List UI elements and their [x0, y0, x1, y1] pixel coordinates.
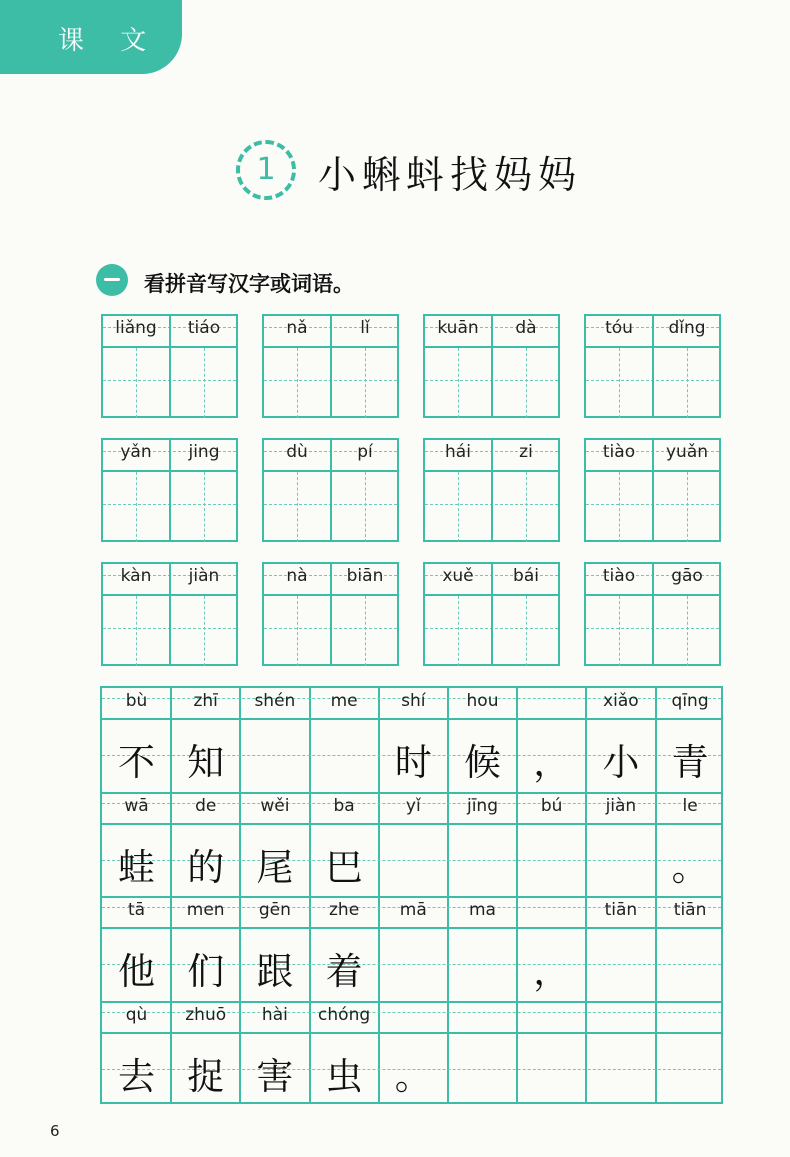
grid-hanzi: 不: [118, 741, 155, 784]
pinyin-left: hái: [445, 442, 471, 462]
pinyin-right: tiáo: [187, 318, 221, 338]
grid-hanzi: 的: [187, 845, 225, 889]
grid-pinyin: hài: [261, 1004, 288, 1025]
pinyin-left: tóu: [605, 318, 633, 338]
pinyin-right: biān: [346, 566, 384, 586]
grid-pinyin: hou: [466, 691, 499, 711]
lesson-number-badge: [236, 140, 296, 200]
grid-pinyin: zhuō: [185, 1004, 227, 1025]
grid-hanzi: 青: [671, 741, 709, 784]
grid-row-line: [102, 792, 721, 794]
pinyin-left: nà: [286, 566, 308, 586]
grid-pinyin: chóng: [318, 1004, 371, 1025]
pinyin-left: liǎng: [115, 318, 157, 338]
lesson-title: 小蝌蚪找妈妈: [318, 153, 583, 197]
word-box[interactable]: [584, 438, 721, 542]
grid-pinyin: le: [682, 795, 698, 816]
grid-pinyin: me: [330, 691, 358, 711]
grid-pinyin: qù: [125, 1004, 148, 1025]
pinyin-left: tiào: [602, 442, 636, 462]
section-title: 看拼音写汉字或词语。: [144, 272, 354, 296]
pinyin-right: dǐng: [668, 318, 706, 338]
pinyin-left: nǎ: [286, 318, 308, 338]
grid-hanzi: 害: [256, 1054, 294, 1098]
grid-hanzi: 跟: [256, 950, 294, 993]
lesson-number: 1: [256, 152, 276, 187]
grid-pinyin: wā: [124, 795, 149, 816]
grid-hanzi: 知: [187, 741, 225, 784]
grid-pinyin: shén: [254, 691, 296, 711]
grid-pinyin: yǐ: [405, 795, 421, 816]
pinyin-right: zi: [519, 442, 533, 462]
grid-pinyin: gēn: [258, 900, 291, 920]
grid-row-line: [102, 1001, 721, 1003]
grid-pinyin: men: [186, 900, 225, 920]
pinyin-right: bái: [513, 566, 539, 586]
pinyin-right: pí: [357, 442, 373, 462]
grid-row-line: [102, 823, 721, 825]
pinyin-left: dù: [286, 442, 308, 462]
pinyin-left: xuě: [442, 566, 474, 586]
grid-hanzi: 们: [187, 950, 225, 993]
grid-hanzi: 捉: [187, 1054, 225, 1098]
grid-row-line: [102, 896, 721, 898]
grid-pinyin: tiān: [673, 900, 707, 920]
pinyin-right: gāo: [671, 566, 703, 586]
grid-row-line: [102, 1032, 721, 1034]
word-box[interactable]: [101, 562, 238, 666]
grid-pinyin: bú: [540, 795, 563, 816]
grid-pinyin: mā: [399, 900, 427, 920]
grid-hanzi: 。: [394, 1054, 432, 1098]
word-box[interactable]: [262, 438, 399, 542]
grid-pinyin: tā: [127, 900, 146, 920]
word-box[interactable]: [584, 562, 721, 666]
grid-pinyin: bù: [125, 691, 148, 711]
word-box[interactable]: [262, 314, 399, 418]
grid-row-line: [102, 718, 721, 720]
grid-hanzi: 蛙: [118, 845, 155, 889]
grid-hanzi: 巴: [325, 845, 363, 889]
pinyin-right: yuǎn: [665, 442, 709, 462]
word-box[interactable]: [423, 438, 560, 542]
grid-pinyin: jīng: [466, 795, 498, 816]
grid-pinyin: jiàn: [605, 795, 637, 816]
header-tab: [0, 0, 182, 74]
word-box[interactable]: [101, 314, 238, 418]
pinyin-left: kuān: [437, 318, 479, 338]
grid-hanzi: 去: [118, 1054, 155, 1098]
grid-pinyin: zhe: [329, 900, 360, 920]
pinyin-right: jiàn: [188, 566, 220, 586]
pinyin-right: dà: [515, 318, 537, 338]
pinyin-left: yǎn: [120, 442, 152, 462]
grid-hanzi: 候: [464, 741, 501, 784]
header-label: 课 文: [58, 26, 161, 56]
grid-hanzi: 尾: [256, 845, 294, 889]
grid-hanzi: 虫: [325, 1054, 363, 1098]
word-box[interactable]: [423, 314, 560, 418]
grid-column-line: [309, 688, 311, 1102]
page-number: 6: [50, 1122, 60, 1140]
word-box[interactable]: [262, 562, 399, 666]
word-box[interactable]: [101, 438, 238, 542]
grid-hanzi: 时: [394, 741, 432, 784]
pinyin-left: kàn: [120, 566, 152, 586]
grid-hanzi: 小: [602, 741, 640, 784]
word-box[interactable]: [423, 562, 560, 666]
grid-hanzi: 他: [118, 950, 155, 993]
grid-hanzi: 。: [671, 845, 709, 889]
grid-pinyin: zhī: [193, 691, 218, 711]
sentence-writing-grid: [100, 686, 723, 1104]
grid-pinyin: wěi: [260, 795, 290, 816]
grid-pinyin: ma: [469, 900, 496, 920]
grid-hanzi: ，: [533, 741, 571, 784]
pinyin-right: lǐ: [360, 318, 370, 338]
grid-pinyin: xiǎo: [603, 691, 639, 711]
grid-pinyin: de: [195, 795, 217, 816]
grid-hanzi: ，: [533, 950, 571, 993]
grid-row-line: [102, 927, 721, 929]
grid-pinyin: ba: [333, 795, 355, 816]
grid-pinyin: tiān: [604, 900, 638, 920]
pinyin-left: tiào: [602, 566, 636, 586]
grid-pinyin: qīng: [671, 691, 709, 711]
word-box[interactable]: [584, 314, 721, 418]
section-bullet-icon: [96, 264, 128, 296]
grid-hanzi: 着: [325, 950, 363, 993]
pinyin-right: jing: [188, 442, 220, 462]
grid-pinyin: shí: [401, 691, 426, 711]
